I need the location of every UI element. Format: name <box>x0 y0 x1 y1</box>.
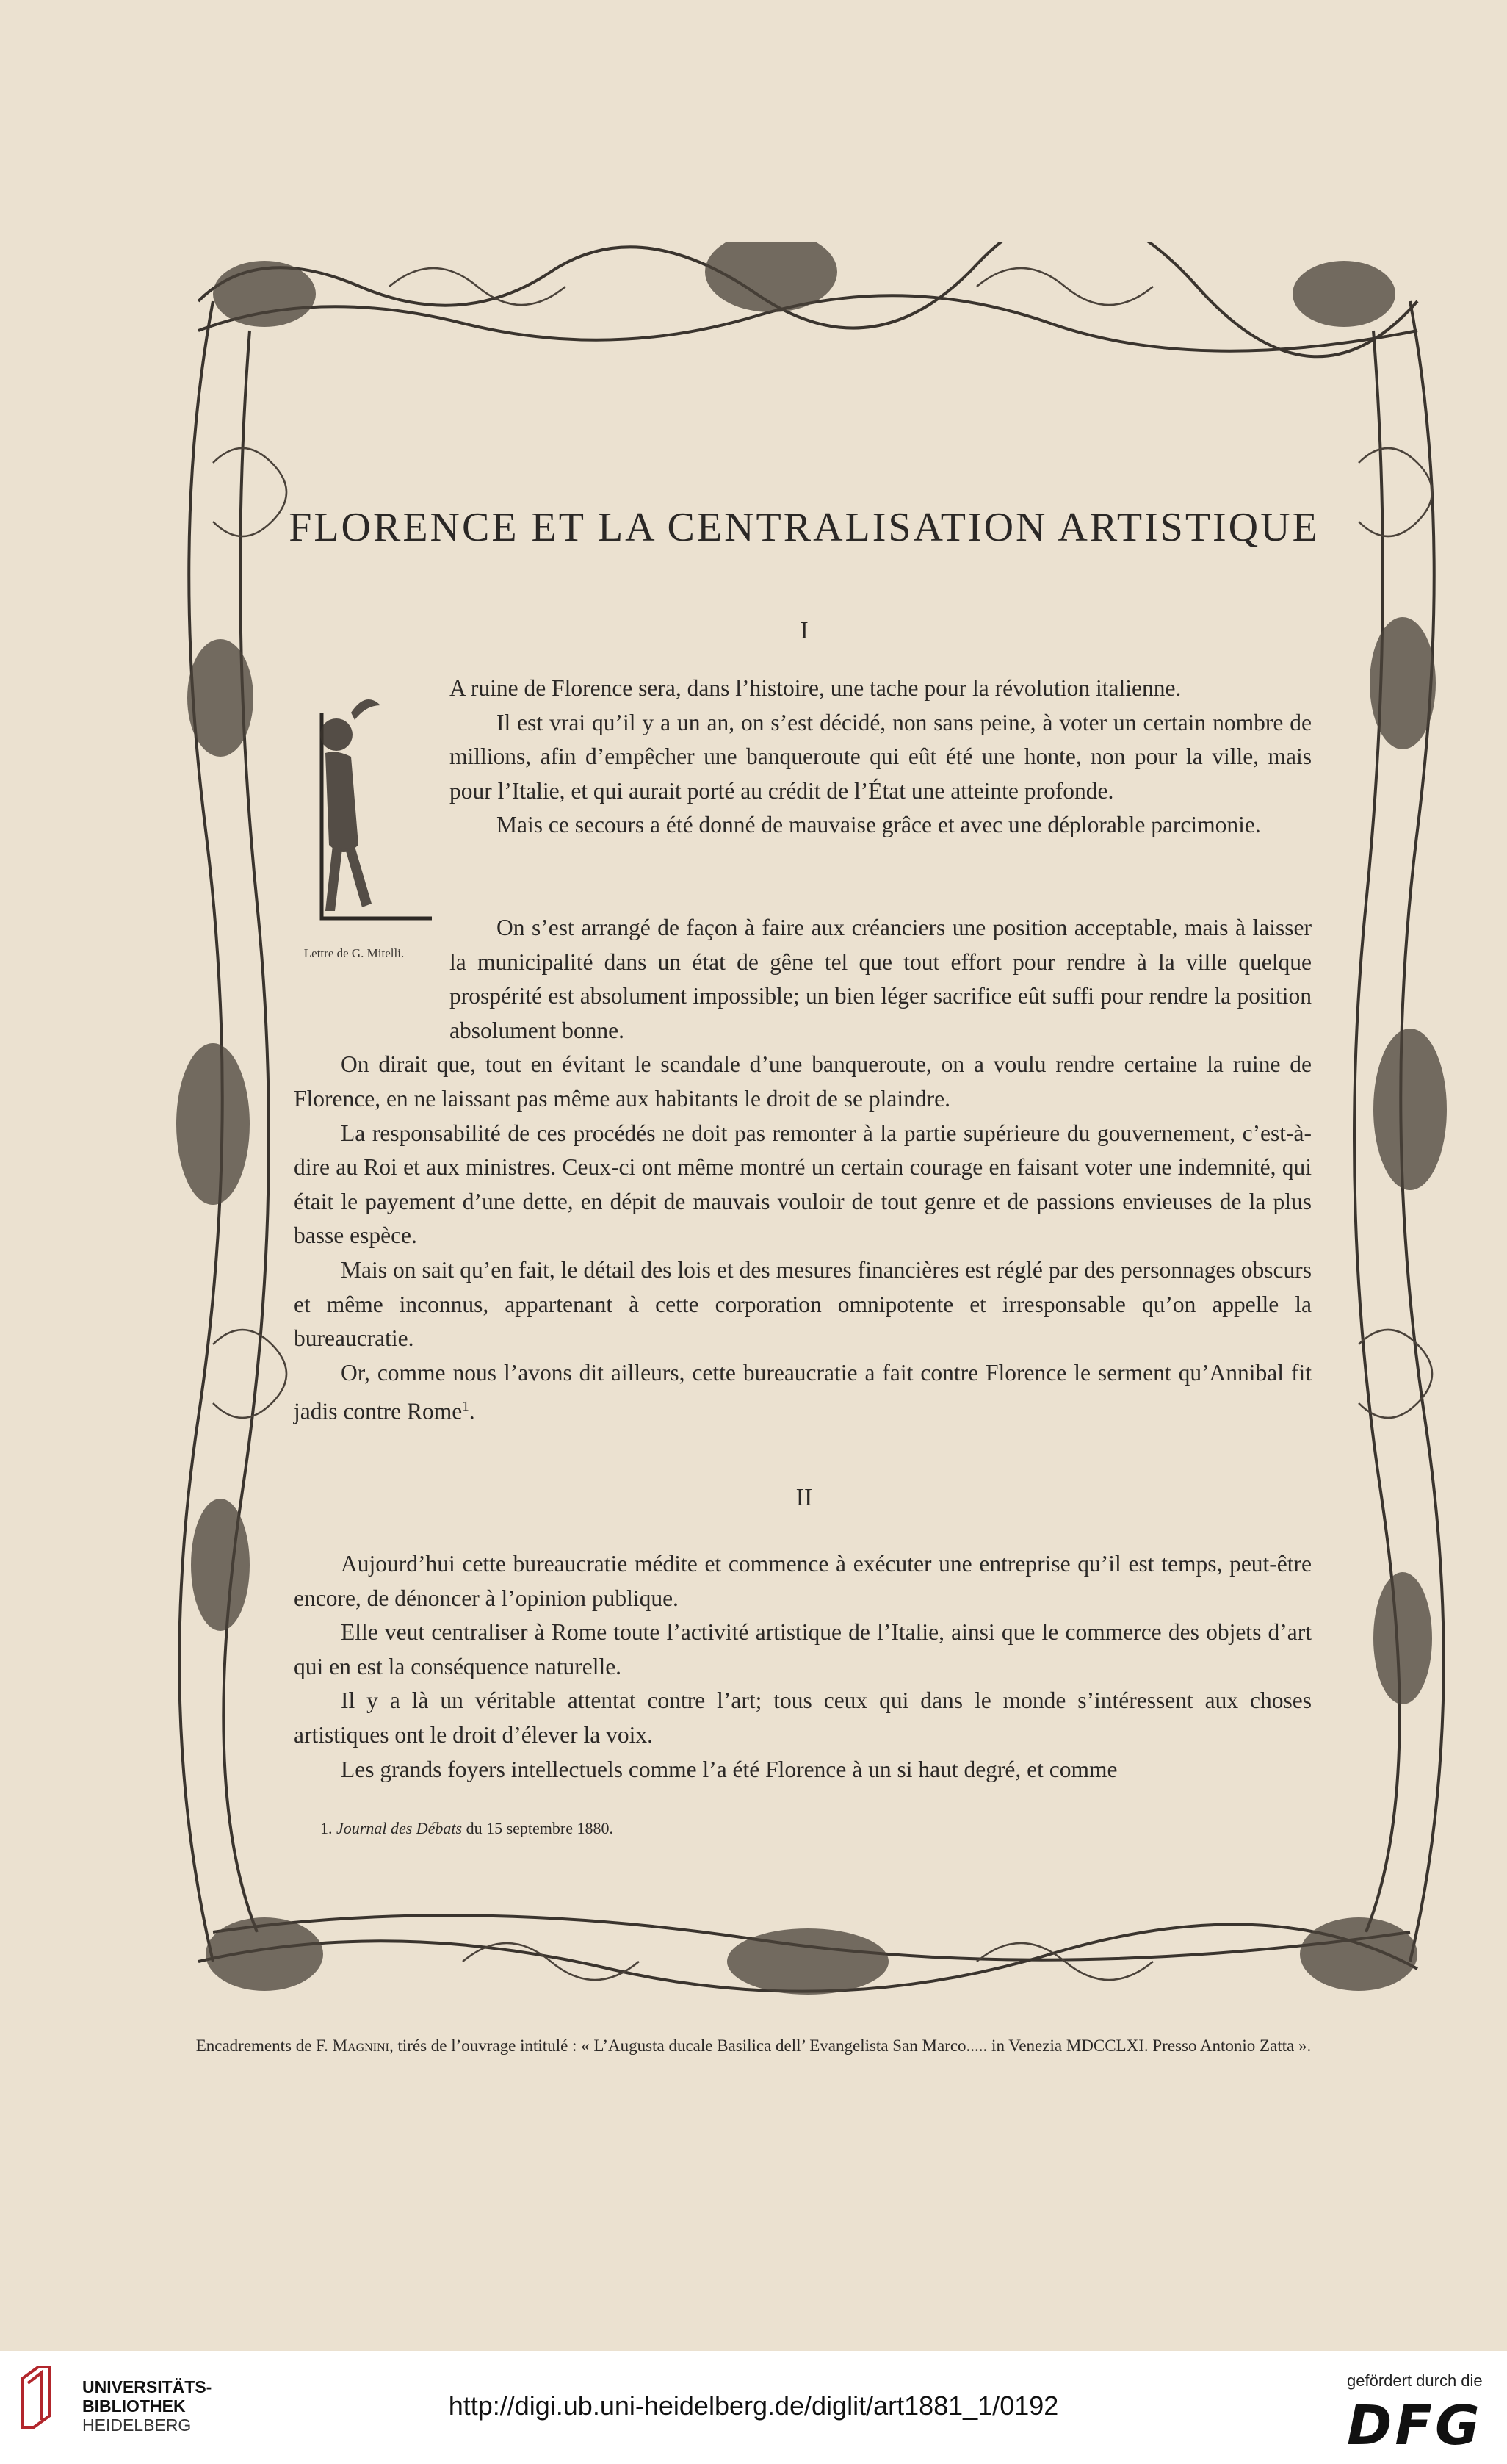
footnote <box>320 1819 613 1838</box>
paragraph: Il y a là un véritable attentat contre l’art; tous ceux qui dans le monde s’intéressent aux choses artistiques ont le droit d’élever la voix. <box>294 1687 1312 1748</box>
section-2-text <box>294 1547 1312 1787</box>
section-number-2: II <box>795 1484 813 1511</box>
library-line: BIBLIOTHEK <box>82 2396 186 2416</box>
credit-suffix: , tirés de l’ouvrage intitulé : « L’Augusta ducale Basilica dell’ Evangelista San Marco..... in Venezia MDCCLXI. Presso Antonio Zatta ». <box>389 2036 1312 2055</box>
paragraph: Aujourd’hui cette bureaucratie médite et commence à exécuter une entreprise qu’il est temps, peut-être encore, de dénoncer à l’opinion publique. <box>294 1551 1312 1611</box>
paragraph: On s’est arrangé de façon à faire aux créanciers une position acceptable, mais à laisser la municipalité dans un état de gêne tel que tout effort pour rendre à la ville quelque prospérité est absolument impossible; un bien léger sacrifice eût suffi pour rendre la position absolument bonne. <box>449 915 1312 1043</box>
paragraph: Les grands foyers intellectuels comme l’a été Florence à un si haut degré, et comme <box>341 1756 1118 1782</box>
footnote-marker: 1 <box>462 1399 469 1415</box>
section-1-wrapped-text <box>449 671 1312 843</box>
page-title: FLORENCE ET LA CENTRALISATION ARTISTIQUE <box>289 505 1320 550</box>
footnote-source: Journal des Débats <box>336 1819 463 1837</box>
page-url-link[interactable]: http://digi.ub.uni-heidelberg.de/diglit/art1881_1/0192 <box>448 2391 1059 2421</box>
footnote-date: du 15 septembre 1880. <box>466 1819 613 1837</box>
library-line: UNIVERSITÄTS- <box>82 2377 212 2396</box>
section-number-1: I <box>800 617 809 644</box>
frame-credit <box>0 2036 1507 2056</box>
funding-label: gefördert durch die <box>1347 2371 1483 2390</box>
paragraph-text: Or, comme nous l’avons dit ailleurs, cette bureaucratie a fait contre Florence le serment qu’Annibal fit jadis contre Rome <box>294 1359 1312 1424</box>
paragraph: Mais on sait qu’en fait, le détail des lois et des mesures financières est réglé par des personnages obscurs et même inconnus, appartenant à cette corporation omnipotente et irresponsable qu’on appelle la bureaucratie. <box>294 1256 1312 1352</box>
paragraph: Il est vrai qu’il y a un an, on s’est décidé, non sans peine, à voter un certain nombre de millions, afin d’empêcher une banqueroute qui eût été une honte, non pour la ville, mais pour l’Italie, et qui aurait porté au crédit de l’État une atteinte profonde. <box>449 709 1312 804</box>
footnote-number: 1. <box>320 1819 333 1837</box>
paragraph: Or, comme nous l’avons dit ailleurs, cette bureaucratie a fait contre Florence le serment qu’Annibal fit jadis contre Rome$^1$. <box>294 1359 1312 1424</box>
paragraph: On dirait que, tout en évitant le scandale d’une banqueroute, on a voulu rendre certaine la ruine de Florence, en ne laissant pas même aux habitants le droit de se plaindre. <box>294 1051 1312 1112</box>
paragraph: Mais ce secours a été donné de mauvaise grâce et avec une déplorable parcimonie. <box>496 812 1261 838</box>
paragraph: La responsabilité de ces procédés ne doit pas remonter à la partie supérieure du gouvernement, c’est-à-dire au Roi et aux ministres. Ceux-ci ont même montré un certain courage en faisant voter une indemnité, qui était le payement d’une dette, en dépit de mauvais vouloir de tout genre et de passions envieuses de la plus basse espèce. <box>294 1120 1312 1249</box>
credit-prefix: Encadrements de F. <box>195 2036 328 2055</box>
paragraph: A ruine de Florence sera, dans l’histoire, une tache pour la révolution italienne. <box>449 675 1182 701</box>
paragraph: Elle veut centraliser à Rome toute l’activité artistique de l’Italie, ainsi que le commerce des objets d’art qui en est la conséquence naturelle. <box>294 1619 1312 1679</box>
dropcap-caption: Lettre de G. Mitelli. <box>303 946 405 960</box>
dfg-logo: DFG <box>1347 2394 1483 2457</box>
library-line: HEIDELBERG <box>82 2416 192 2435</box>
section-1-text <box>294 911 1312 1429</box>
dropcap-letter-l <box>292 683 439 940</box>
credit-name: Magnini <box>332 2036 389 2055</box>
